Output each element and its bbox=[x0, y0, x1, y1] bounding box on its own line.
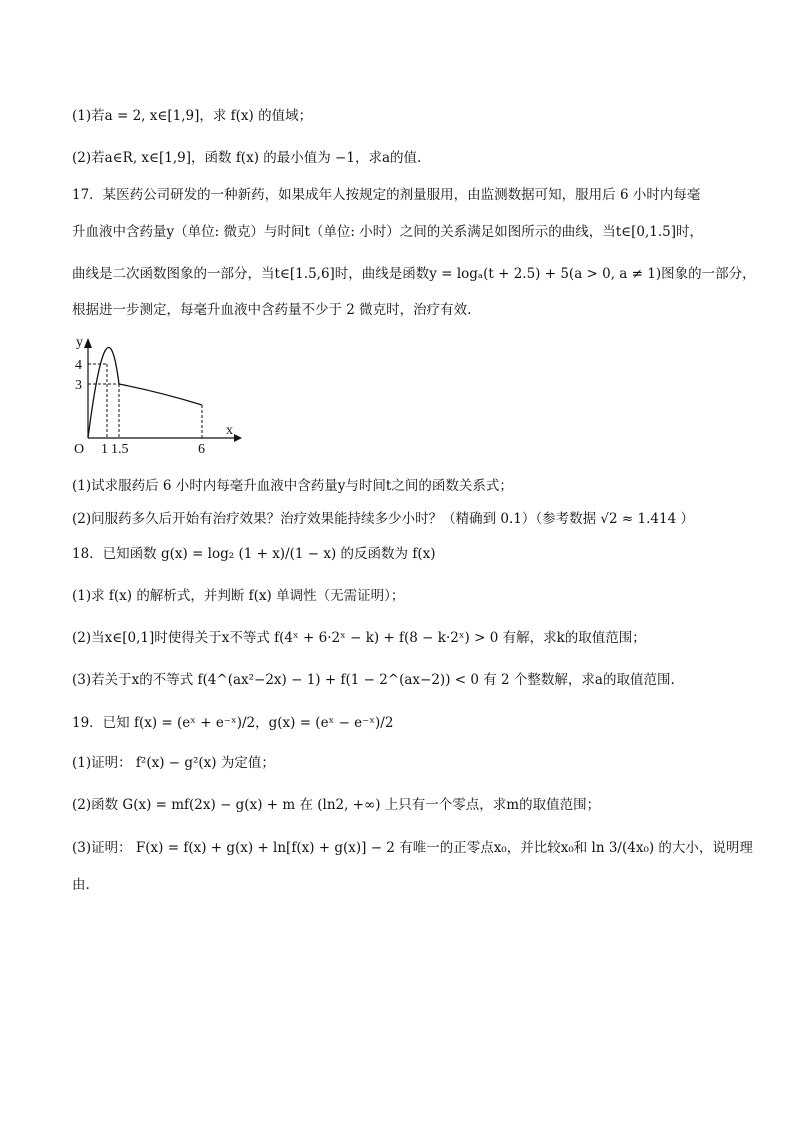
q16-part-2: (2)若a∈R, x∈[1,9]，函数 f(x) 的最小值为 −1，求a的值. bbox=[72, 150, 422, 166]
q18-part-3: (3)若关于x的不等式 f(4^(ax²−2x) − 1) + f(1 − 2^(ax−2)) < 0 有 2 个整数解，求a的取值范围. bbox=[72, 672, 675, 688]
x-tick-6: 6 bbox=[198, 442, 205, 457]
curve-quadratic bbox=[88, 347, 119, 438]
q18-part-1: (1)求 f(x) 的解析式，并判断 f(x) 单调性（无需证明）； bbox=[72, 588, 405, 604]
q19-line-1: 19．已知 f(x) = (eˣ + e⁻ˣ)/2，g(x) = (eˣ − e⁻ˣ)/2 bbox=[72, 715, 394, 731]
q17-part-1: (1)试求服药后 6 小时内每毫升血液中含药量y与时间t之间的函数关系式； bbox=[72, 478, 513, 494]
y-tick-4: 4 bbox=[75, 358, 82, 373]
q17-line-2: 升血液中含药量y（单位: 微克）与时间t（单位: 小时）之间的关系满足如图所示的曲线，当t∈[0,1.5]时， bbox=[72, 224, 704, 240]
q18-part-2: (2)当x∈[0,1]时使得关于x不等式 f(4ˣ + 6·2ˣ − k) + f(8 − k·2ˣ) > 0 有解，求k的取值范围； bbox=[72, 630, 646, 646]
y-tick-3: 3 bbox=[75, 378, 82, 393]
curve-log bbox=[119, 384, 202, 405]
q17-line-3: 曲线是二次函数图象的一部分，当t∈[1.5,6]时，曲线是函数y = logₐ(t + 2.5) + 5(a > 0, a ≠ 1)图象的一部分， bbox=[72, 266, 756, 282]
q17-line-4: 根据进一步测定，每毫升血液中含药量不少于 2 微克时，治疗有效. bbox=[72, 302, 472, 318]
x-tick-1: 1 bbox=[101, 442, 108, 457]
origin-label: O bbox=[74, 442, 85, 457]
q17-line-1: 17．某医药公司研发的一种新药，如果成年人按规定的剂量服用，由监测数据可知，服用后 6 小时内每毫 bbox=[72, 187, 701, 203]
q17-graph bbox=[66, 326, 246, 458]
x-axis-arrow-icon bbox=[234, 434, 242, 442]
y-axis-arrow-icon bbox=[84, 338, 92, 348]
q17-part-2: (2)问服药多久后开始有治疗效果？治疗效果能持续多少小时？（精确到 0.1）（参考数据 √2 ≈ 1.414 ） bbox=[72, 511, 694, 527]
q19-part-2: (2)函数 G(x) = mf(2x) − g(x) + m 在 (ln2, +∞) 上只有一个零点，求m的取值范围； bbox=[72, 797, 601, 813]
q19-part-3-cont: 由. bbox=[72, 877, 90, 893]
q19-part-3: (3)证明： F(x) = f(x) + g(x) + ln[f(x) + g(x)] − 2 有唯一的正零点x₀，并比较x₀和 ln 3/(4x₀) 的大小，说明理 bbox=[72, 840, 753, 856]
q18-line-1: 18．已知函数 g(x) = log₂ (1 + x)/(1 − x) 的反函数为 f(x) bbox=[72, 546, 436, 562]
q16-part-1: (1)若a = 2, x∈[1,9]，求 f(x) 的值域； bbox=[72, 108, 313, 124]
x-axis-label: x bbox=[226, 423, 233, 438]
q19-part-1: (1)证明： f²(x) − g²(x) 为定值； bbox=[72, 755, 275, 771]
x-tick-1-5: 1.5 bbox=[111, 442, 129, 457]
y-axis-label: y bbox=[76, 335, 83, 350]
